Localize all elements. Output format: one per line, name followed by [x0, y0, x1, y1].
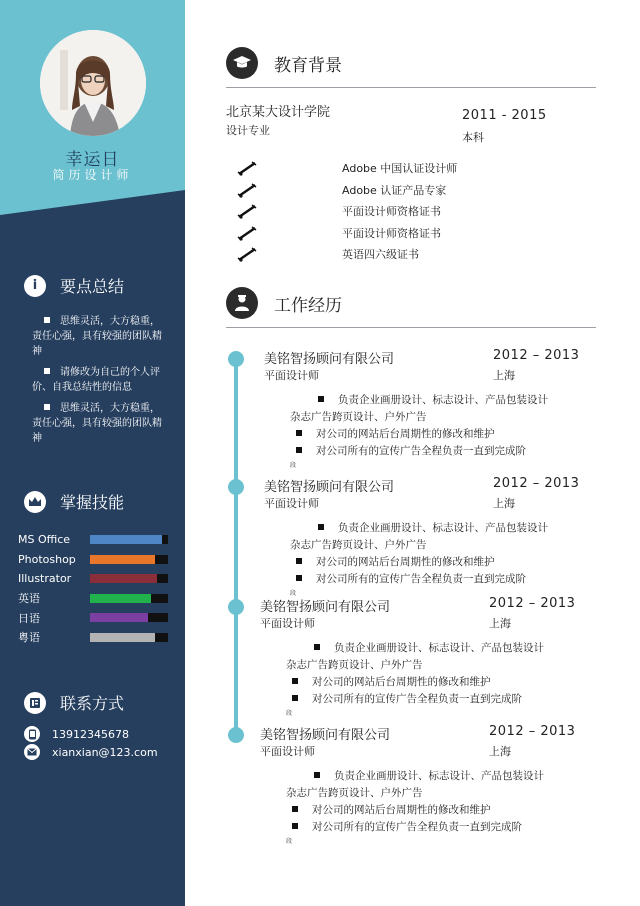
graduation-cap-icon: [226, 47, 258, 79]
job-years: 2012 – 2013: [493, 476, 580, 491]
job-company: 美铭智扬顾问有限公司: [260, 600, 391, 615]
contact-card-icon: [24, 692, 46, 714]
certificate-name: 平面设计师资格证书: [342, 205, 441, 218]
bullet-square: [318, 396, 324, 402]
job-duty: 负责企业画册设计、标志设计、产品包装设计: [318, 392, 548, 407]
skill-bar: [90, 613, 168, 622]
bullet-square: [44, 368, 50, 374]
job-years: 2012 – 2013: [489, 596, 576, 611]
bullet-square: [292, 823, 298, 829]
worker-icon: [226, 287, 258, 319]
profile-name: 幸运日: [65, 150, 120, 170]
skill-name: MS Office: [18, 533, 71, 547]
skills-list: [18, 530, 170, 647]
job-position: 平面设计师: [264, 497, 319, 510]
portrait-image: [40, 30, 146, 136]
job-duty-tail: 段: [290, 590, 297, 597]
bullet-square: [296, 575, 302, 581]
job-duty: 杂志广告跨页设计、户外广告: [286, 659, 423, 671]
sidebar: [0, 0, 185, 906]
certificate-name: 平面设计师资格证书: [342, 226, 441, 240]
certificate-scroll-icon: [236, 203, 260, 219]
certificate-scroll-icon: [236, 225, 260, 241]
timeline-dot: [228, 479, 244, 495]
certificate-name: Adobe 认证产品专家: [342, 183, 447, 197]
job-duty: 对公司所有的宣传广告全程负责一直到完成阶: [292, 691, 522, 706]
job-years: 2012 – 2013: [493, 348, 580, 363]
job-position: 平面设计师: [264, 369, 319, 382]
email-address[interactable]: xianxian@123.com: [52, 745, 158, 759]
skill-bar: [90, 633, 168, 642]
bullet-square: [296, 558, 302, 564]
summary-heading: [24, 274, 124, 297]
job-duty: 对公司的网站后台周期性的修改和维护: [292, 674, 491, 689]
education-heading: [226, 47, 342, 79]
skill-bar-fill: [90, 633, 155, 642]
job-duty-tail: 段: [286, 838, 293, 845]
job-duty: 对公司所有的宣传广告全程负责一直到完成阶: [292, 819, 522, 834]
job-location: 上海: [493, 369, 515, 382]
summary-list: [32, 314, 164, 452]
job-duty: 杂志广告跨页设计、户外广告: [286, 787, 423, 799]
job-location: 上海: [489, 617, 511, 630]
skills-heading: [24, 490, 124, 513]
certificate-name: 英语四六级证书: [342, 248, 419, 261]
education-degree: 本科: [462, 131, 484, 144]
timeline-line: [234, 360, 238, 738]
skill-row: [18, 608, 170, 628]
job-duty: 对公司的网站后台周期性的修改和维护: [292, 802, 491, 817]
job-duty: 杂志广告跨页设计、户外广告: [290, 539, 427, 551]
sidebar-header: [0, 0, 185, 240]
timeline-dot: [228, 727, 244, 743]
certificate-scroll-icon: [236, 182, 260, 198]
job-duty: 对公司的网站后台周期性的修改和维护: [296, 554, 495, 569]
bullet-square: [318, 524, 324, 530]
summary-item: 思维灵活，大方稳重，责任心强，具有较强的团队精神: [32, 316, 162, 357]
job-company: 美铭智扬顾问有限公司: [264, 352, 395, 367]
education-school: 北京某大设计学院: [226, 105, 331, 120]
certificate-item: [236, 158, 458, 178]
timeline-dot: [228, 351, 244, 367]
skill-bar-fill: [90, 594, 151, 603]
education-major: 设计专业: [226, 124, 270, 137]
skill-bar-fill: [90, 555, 155, 564]
skill-bar: [90, 535, 168, 544]
skill-row: [18, 550, 170, 570]
education-title: 教育背景: [274, 55, 342, 76]
skill-name: 日语: [18, 611, 40, 625]
contact-heading: [24, 691, 124, 714]
work-heading: [226, 287, 342, 319]
job-company: 美铭智扬顾问有限公司: [260, 728, 391, 743]
bullet-square: [44, 317, 50, 323]
skill-bar-fill: [90, 574, 157, 583]
crown-icon: [24, 491, 46, 513]
job-duty: 对公司的网站后台周期性的修改和维护: [296, 426, 495, 441]
certificate-item: [236, 244, 419, 264]
phone-icon: [24, 726, 40, 742]
job-duty-tail: 段: [286, 710, 293, 717]
avatar: [40, 30, 146, 136]
skill-bar-fill: [90, 613, 148, 622]
job-duty: 负责企业画册设计、标志设计、产品包装设计: [318, 520, 548, 535]
skill-name: Illustrator: [18, 572, 72, 586]
job-location: 上海: [493, 497, 515, 510]
bullet-square: [292, 678, 298, 684]
job-years: 2012 – 2013: [489, 724, 576, 739]
bullet-square: [44, 404, 50, 410]
skill-row: [18, 628, 170, 648]
work-divider: [226, 327, 596, 328]
certificate-item: [236, 201, 441, 221]
job-position: 平面设计师: [260, 745, 315, 758]
info-icon: i: [24, 275, 46, 297]
contact-phone: [24, 726, 129, 742]
summary-item: 思维灵活，大方稳重，责任心强，具有较强的团队精神: [32, 403, 162, 444]
skill-bar: [90, 555, 168, 564]
job-duty: 对公司所有的宣传广告全程负责一直到完成阶: [296, 571, 526, 586]
skill-row: [18, 589, 170, 609]
bullet-square: [296, 447, 302, 453]
phone-number[interactable]: 13912345678: [52, 727, 129, 741]
bullet-square: [296, 430, 302, 436]
job-location: 上海: [489, 745, 511, 758]
bullet-square: [292, 806, 298, 812]
certificate-scroll-icon: [236, 160, 260, 176]
certificate-scroll-icon: [236, 246, 260, 262]
skill-name: 粤语: [18, 631, 40, 645]
summary-item: 请修改为自己的个人评价、自我总结性的信息: [32, 367, 160, 393]
skill-bar: [90, 574, 168, 583]
skill-name: Photoshop: [18, 552, 76, 566]
job-duty: 负责企业画册设计、标志设计、产品包装设计: [314, 640, 544, 655]
email-icon: [24, 744, 40, 760]
skill-row: [18, 530, 170, 550]
profile-job-title: 简历设计师: [52, 168, 133, 182]
summary-title: 要点总结: [60, 277, 125, 296]
job-position: 平面设计师: [260, 617, 315, 630]
skill-bar: [90, 594, 168, 603]
certificate-name: Adobe 中国认证设计师: [342, 162, 458, 175]
job-duty: 杂志广告跨页设计、户外广告: [290, 411, 427, 423]
certificate-item: [236, 223, 441, 243]
skill-row: [18, 569, 170, 589]
education-divider: [226, 87, 596, 88]
education-years: 2011 - 2015: [462, 108, 547, 123]
job-duty-tail: 段: [290, 462, 297, 469]
skills-title: 掌握技能: [60, 493, 125, 512]
skill-bar-fill: [90, 535, 162, 544]
bullet-square: [314, 772, 320, 778]
skill-name: 英语: [18, 592, 40, 606]
contact-email: [24, 744, 158, 760]
work-title: 工作经历: [274, 295, 342, 316]
job-duty: 对公司所有的宣传广告全程负责一直到完成阶: [296, 443, 526, 458]
bullet-square: [314, 644, 320, 650]
contact-title: 联系方式: [60, 694, 125, 713]
job-company: 美铭智扬顾问有限公司: [264, 480, 395, 495]
bullet-square: [292, 695, 298, 701]
timeline-dot: [228, 599, 244, 615]
job-duty: 负责企业画册设计、标志设计、产品包装设计: [314, 768, 544, 783]
certificate-item: [236, 180, 447, 200]
